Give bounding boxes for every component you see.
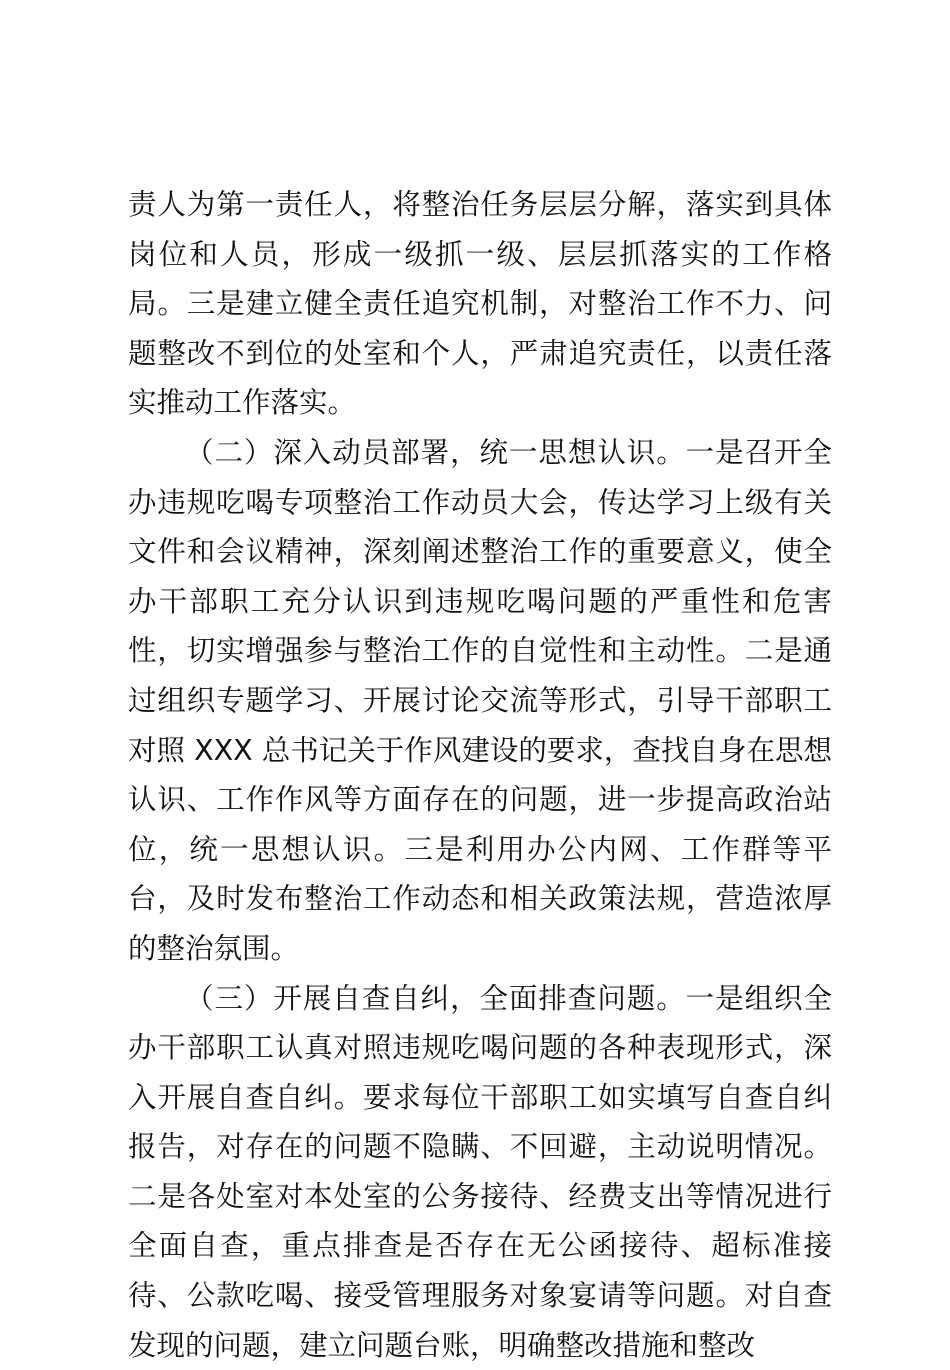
paragraph-mobilization: （二）深入动员部署，统一思想认识。一是召开全办违规吃喝专项整治工作动员大会，传达学习上级有关文件和会议精神，深刻阐述整治工作的重要意义，使全办干部职工充分认识到违规吃喝问题的严重性和危害性，切实增强参与整治工作的自觉性和主动性。二是通过组织专题学习、开展讨论交流等形式，引导干部职工对照 XXX 总书记关于作风建设的要求，查找自身在思想认识、工作作风等方面存在的问题，进一步提高政治站位，统一思想认识。三是利用办公内网、工作群等平台，及时发布整治工作动态和相关政策法规，营造浓厚的整治氛围。: [128, 428, 832, 974]
document-body: [128, 180, 832, 1370]
paragraph-self-inspection: （三）开展自查自纠，全面排查问题。一是组织全办干部职工认真对照违规吃喝问题的各种表现形式，深入开展自查自纠。要求每位干部职工如实填写自查自纠报告，对存在的问题不隐瞒、不回避，主动说明情况。二是各处室对本处室的公务接待、经费支出等情况进行全面自查，重点排查是否存在无公函接待、超标准接待、公款吃喝、接受管理服务对象宴请等问题。对自查发现的问题，建立问题台账，明确整改措施和整改: [128, 974, 832, 1370]
paragraph-responsibility: 责人为第一责任人，将整治任务层层分解，落实到具体岗位和人员，形成一级抓一级、层层抓落实的工作格局。三是建立健全责任追究机制，对整治工作不力、问题整改不到位的处室和个人，严肃追究责任，以责任落实推动工作落实。: [128, 180, 832, 428]
